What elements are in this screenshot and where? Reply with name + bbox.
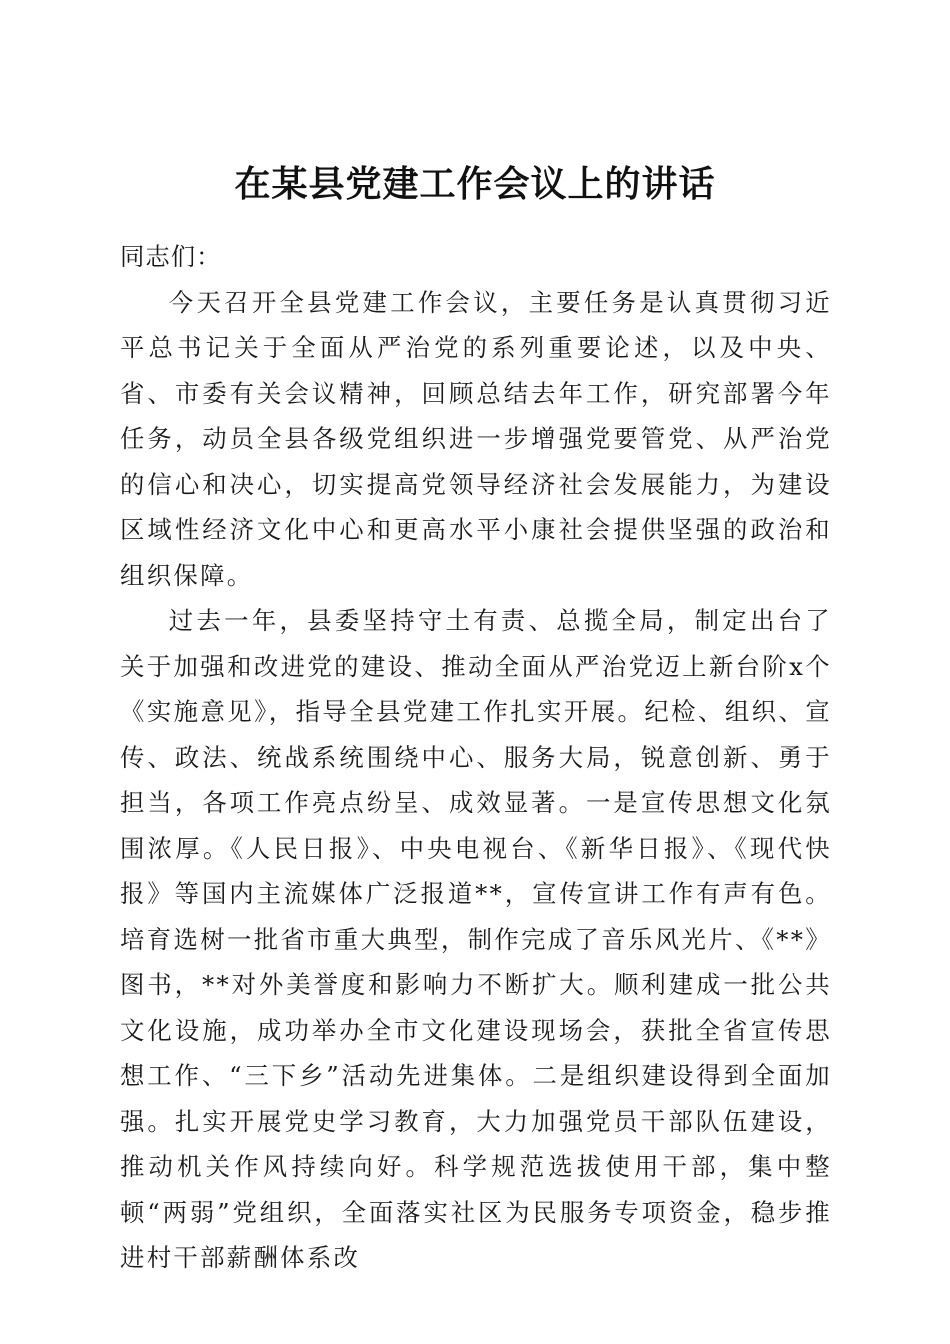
paragraph-opening: 今天召开全县党建工作会议，主要任务是认真贯彻习近平总书记关于全面从严治党的系列重要论述，以及中央、省、市委有关会议精神，回顾总结去年工作，研究部署今年任务，动员全县各级党组织进一步增强党要管党、从严治党的信心和决心，切实提高党领导经济社会发展能力，为建设区域性经济文化中心和更高水平小康社会提供坚强的政治和组织保障。 — [120, 287, 832, 590]
paragraph-review: 过去一年，县委坚持守土有责、总揽全局，制定出台了关于加强和改进党的建设、推动全面从严治党迈上新台阶x个《实施意见》，指导全县党建工作扎实开展。纪检、组织、宣传、政法、统战系统围绕中心、服务大局，锐意创新、勇于担当，各项工作亮点纷呈、成效显著。一是宣传思想文化氛围浓厚。《人民日报》、中央电视台、《新华日报》、《现代快报》等国内主流媒体广泛报道**，宣传宣讲工作有声有色。培育选树一批省市重大典型，制作完成了音乐风光片、《**》图书，**对外美誉度和影响力不断扩大。顺利建成一批公共文化设施，成功举办全市文化建设现场会，获批全省宣传思想工作、“三下乡”活动先进集体。二是组织建设得到全面加强。扎实开展党史学习教育，大力加强党员干部队伍建设，推动机关作风持续向好。科学规范选拔使用干部，集中整顿“两弱”党组织，全面落实社区为民服务专项资金，稳步推进村干部薪酬体系改 — [120, 606, 832, 1272]
document-body — [120, 234, 832, 1281]
salutation: 同志们： — [120, 242, 222, 271]
document-title: 在某县党建工作会议上的讲话 — [234, 163, 716, 206]
